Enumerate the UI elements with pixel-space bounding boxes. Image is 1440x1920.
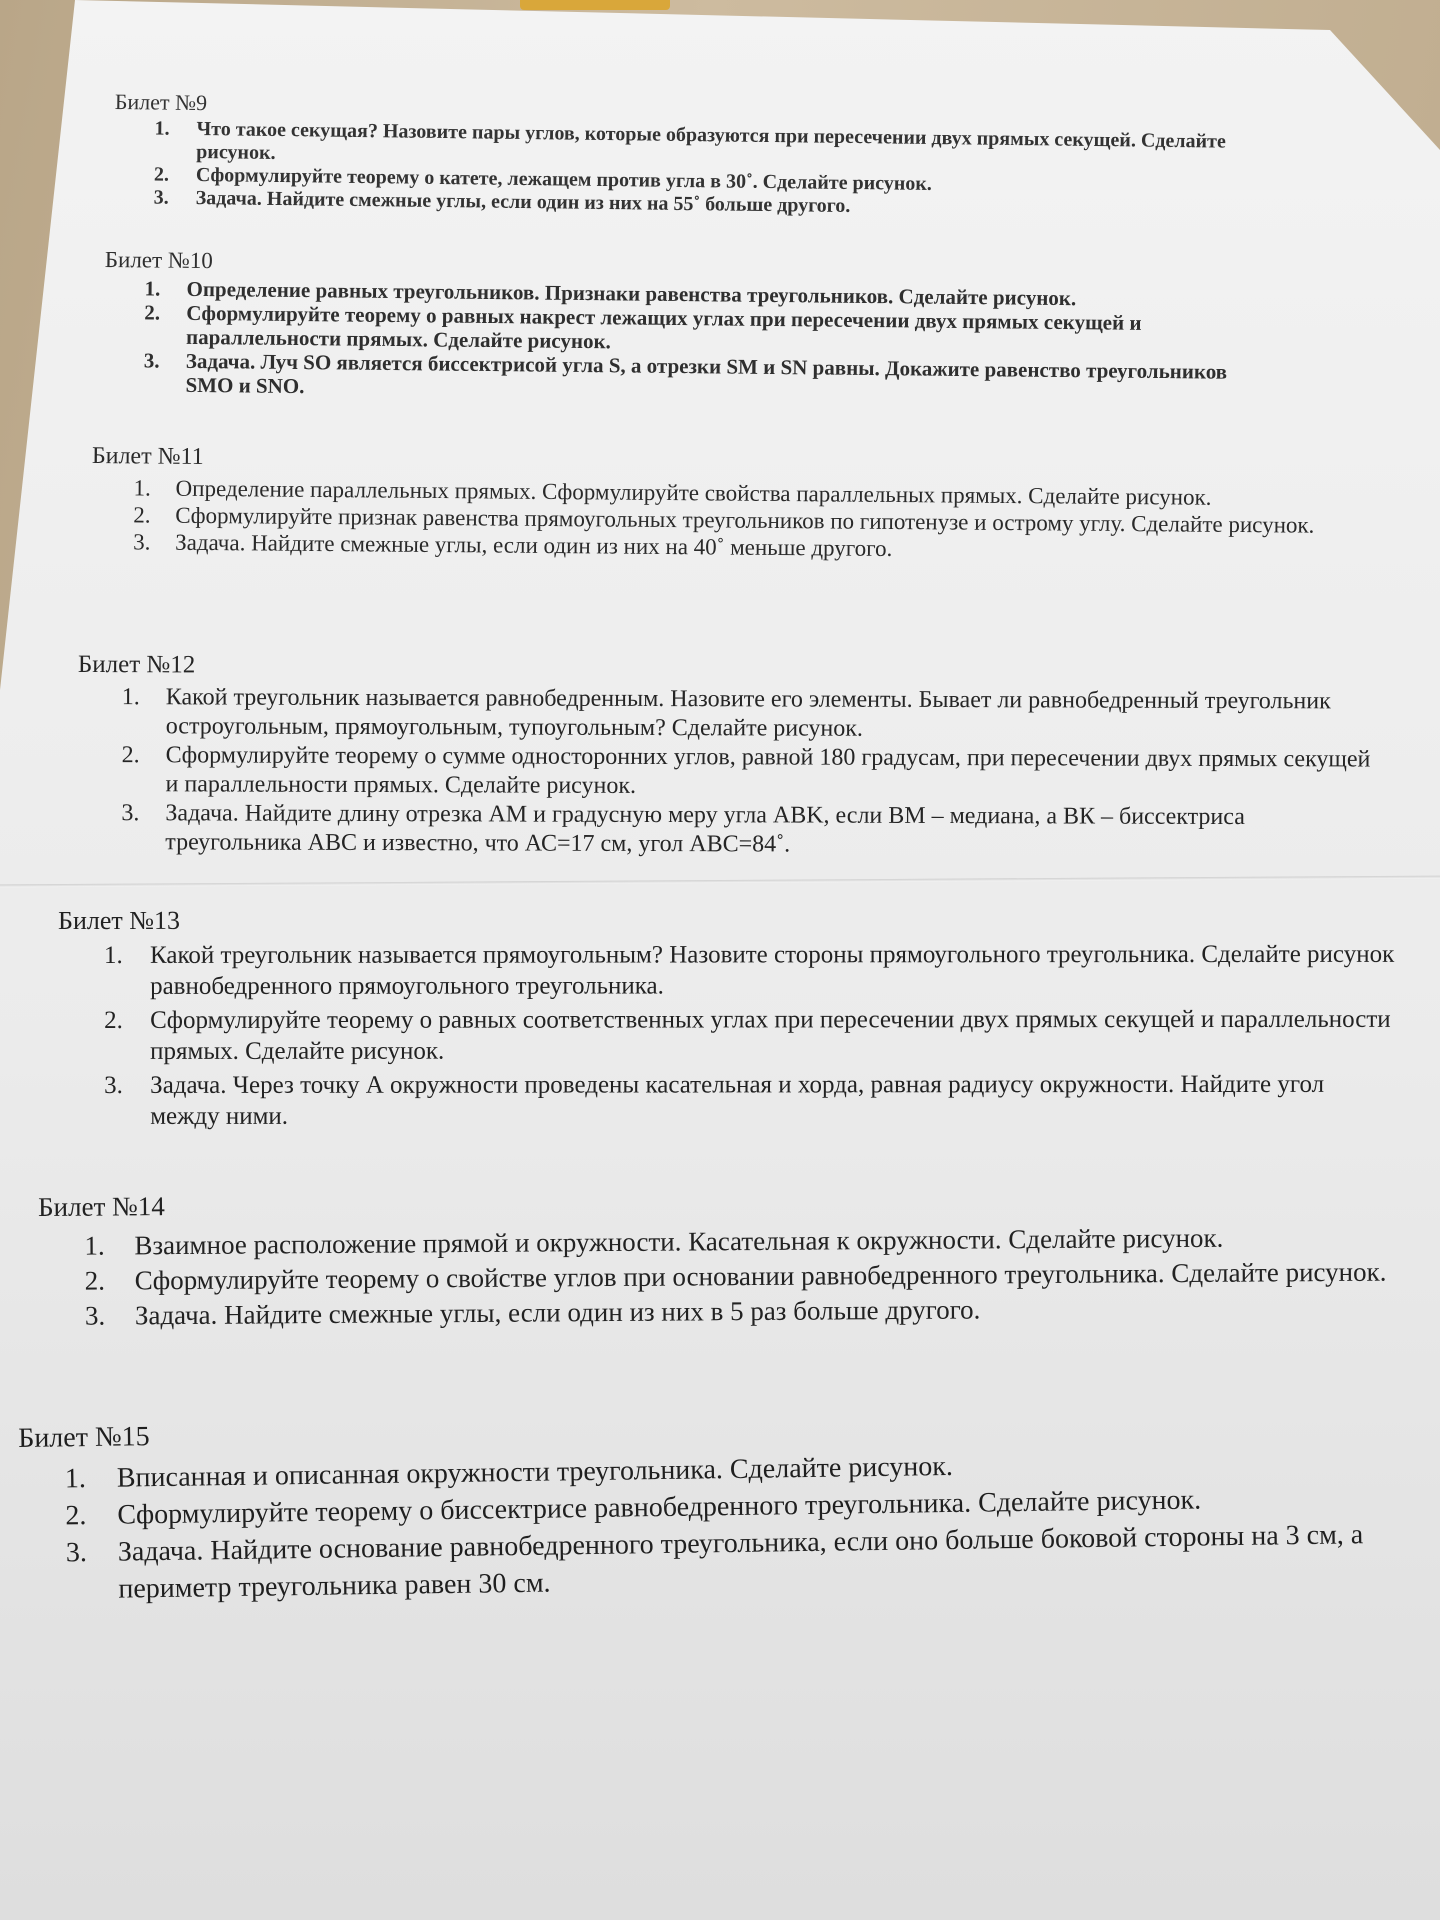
question-text: Сформулируйте теорему о равных накрест лежащих углах при пересечении двух прямых секущей и параллельности прямых. Сделайте рисунок. — [185, 300, 1142, 354]
question-number: 2. — [65, 1500, 87, 1532]
question-list — [114, 117, 1255, 223]
question-text: Задача. Луч SO является биссектрисой угла S, а отрезки SM и SN равны. Докажите равенство треугольников SMO и SNO. — [185, 348, 1228, 399]
question-number: 2. — [84, 1265, 105, 1296]
question-text: Сформулируйте теорему о сумме односторонних углов, равной 180 градусам, при пересечении двух прямых секущей и параллельности прямых. Сделайте рисунок. — [165, 742, 1371, 799]
question-item — [58, 939, 1398, 1002]
question-text: Какой треугольник называется равнобедренным. Назовите его элементы. Бывает ли равнобедренный треугольник остроугольным, прямоугольным, тупоугольным? Сделайте рисунок. — [165, 684, 1331, 742]
question-number: 2. — [133, 502, 151, 528]
question-item — [78, 683, 1378, 746]
question-number: 3. — [143, 348, 160, 373]
question-text: Сформулируйте теорему о свойстве углов при основании равнобедренного треугольника. Сделайте рисунок. — [134, 1256, 1387, 1296]
question-number: 3. — [65, 1537, 88, 1569]
question-text: Сформулируйте теорему о равных соответственных углах при пересечении двух прямых секущей и параллельности прямых. Сделайте рисунок. — [150, 1005, 1391, 1065]
question-number: 2. — [144, 300, 161, 325]
question-number: 3. — [84, 1300, 106, 1331]
question-number: 2. — [153, 163, 170, 186]
question-text: Взаимное расположение прямой и окружности. Касательная к окружности. Сделайте рисунок. — [134, 1222, 1224, 1261]
question-number: 2. — [104, 1006, 123, 1034]
question-text: Вписанная и описанная окружности треугольника. Сделайте рисунок. — [116, 1450, 954, 1494]
question-number: 3. — [121, 800, 140, 827]
question-text: Определение равных треугольников. Признаки равенства треугольников. Сделайте рисунок. — [186, 276, 1077, 311]
question-list — [77, 683, 1378, 862]
question-list — [91, 474, 1337, 566]
question-text: Задача. Найдите смежные углы, если один из них в 5 раз больше другого. — [134, 1294, 981, 1331]
ticket-title: Билет №12 — [77, 651, 196, 679]
question-number: 1. — [104, 941, 123, 969]
question-text: Сформулируйте теорему о катете, лежащем против угла в 30˚. Сделайте рисунок. — [195, 163, 932, 195]
ticket-14 — [38, 1180, 1409, 1334]
question-text: Задача. Найдите смежные углы, если один из них на 55˚ больше другого. — [195, 186, 851, 217]
question-text: Задача. Найдите основание равнобедренного треугольника, если оно больше боковой стороны на 3 см, а периметр треугольника равен 30 см. — [117, 1519, 1364, 1605]
question-number: 1. — [64, 1463, 87, 1495]
question-item — [77, 741, 1377, 804]
ticket-title: Билет №14 — [38, 1191, 165, 1222]
ticket-9 — [114, 90, 1255, 223]
ticket-12 — [77, 650, 1378, 862]
question-number: 2. — [121, 742, 140, 769]
question-text: Сформулируйте признак равенства прямоугольных треугольников по гипотенузе и острому углу. Сделайте рисунок. — [175, 502, 1315, 538]
question-text: Задача. Найдите смежные углы, если один из них на 40˚ меньше другого. — [175, 529, 893, 561]
ticket-13 — [58, 904, 1398, 1135]
ticket-11 — [91, 443, 1337, 566]
ticket-title: Билет №13 — [58, 905, 181, 935]
ticket-title: Билет №15 — [18, 1421, 150, 1454]
question-number: 1. — [144, 276, 161, 301]
question-text: Сформулируйте теорему о биссектрисе равнобедренного треугольника. Сделайте рисунок. — [117, 1484, 1202, 1531]
question-list — [38, 1219, 1409, 1334]
question-list — [19, 1441, 1431, 1609]
question-list — [58, 939, 1398, 1132]
ticket-title: Билет №10 — [104, 247, 213, 274]
question-text: Задача. Найдите длину отрезка АМ и градусную меру угла ABK, если ВМ – медиана, а ВК – биссектриса треугольника АВС и известно, что АС=17 см, угол АВС=84˚. — [165, 800, 1245, 858]
question-number: 1. — [121, 684, 140, 711]
question-text: Задача. Через точку А окружности проведены касательная и хорда, равная радиусу окружности. Найдите угол между ними. — [150, 1070, 1325, 1130]
ticket-10 — [103, 248, 1264, 408]
ticket-15 — [18, 1400, 1431, 1609]
question-text: Определение параллельных прямых. Сформулируйте свойства параллельных прямых. Сделайте рисунок. — [175, 475, 1212, 510]
ticket-title: Билет №11 — [91, 443, 204, 470]
question-number: 1. — [133, 475, 151, 501]
question-number: 3. — [153, 186, 169, 209]
ticket-title: Билет №9 — [114, 89, 208, 116]
question-number: 1. — [154, 117, 170, 140]
question-number: 3. — [104, 1071, 123, 1099]
question-text: Какой треугольник называется прямоугольным? Назовите стороны прямоугольного треугольника. Сделайте рисунок равнобедренного прямоугольного треугольника. — [150, 940, 1395, 1000]
question-item — [58, 1069, 1398, 1132]
question-text: Что такое секущая? Назовите пары углов, которые образуются при пересечении двух прямых секущей. Сделайте рисунок. — [196, 117, 1226, 164]
question-item — [77, 799, 1377, 862]
question-item — [58, 1004, 1398, 1067]
question-list — [103, 276, 1264, 408]
question-number: 1. — [84, 1230, 105, 1261]
question-number: 3. — [133, 529, 151, 555]
